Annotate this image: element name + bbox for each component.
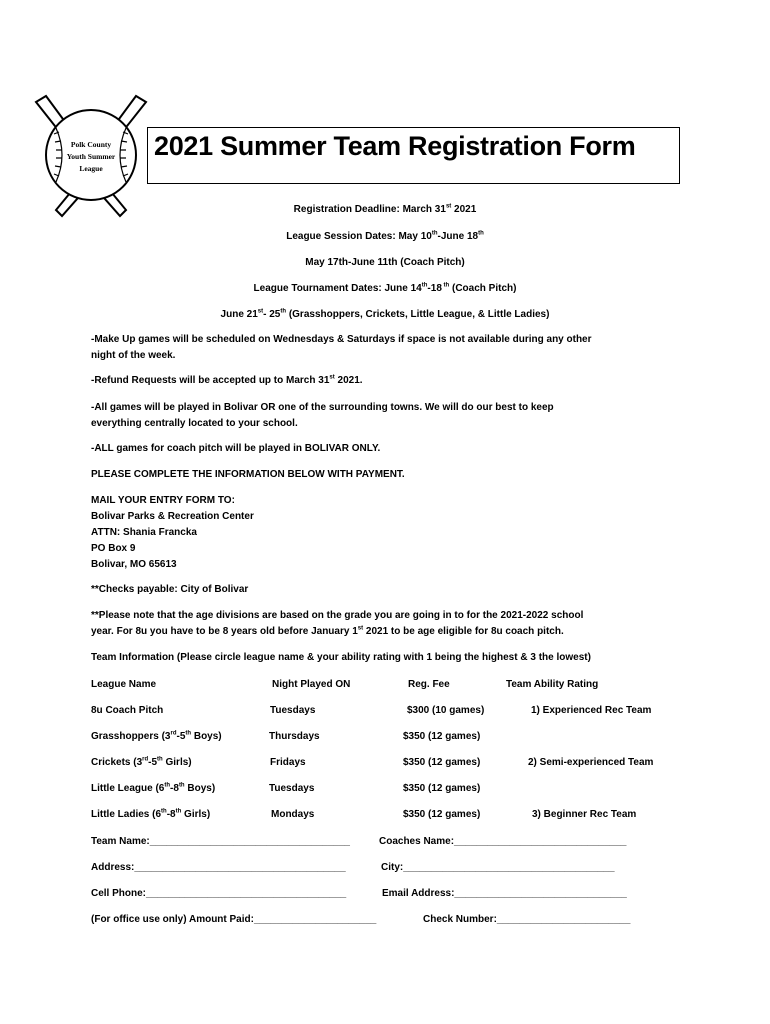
league-name[interactable]: 8u Coach Pitch (91, 705, 164, 716)
league-name[interactable]: Little League (6th-8th Boys) (91, 782, 216, 794)
registration-deadline: Registration Deadline: March 31st 2021 (293, 203, 477, 215)
address-field[interactable]: Address:______________________________________ (91, 862, 346, 873)
ability-rating[interactable]: 3) Beginner Rec Team (532, 809, 637, 820)
header-league-name: League Name (91, 679, 157, 690)
check-number-field[interactable]: Check Number:________________________ (423, 914, 631, 925)
reg-fee: $300 (10 games) (407, 705, 485, 716)
reg-fee: $350 (12 games) (403, 757, 481, 768)
night-played: Tuesdays (269, 783, 315, 794)
coach-pitch-dates: May 17th-June 11th (Coach Pitch) (305, 257, 465, 268)
coach-pitch-note: -ALL games for coach pitch will be played in BOLIVAR ONLY. (91, 443, 381, 454)
team-name-field[interactable]: Team Name:____________________________________ (91, 836, 350, 847)
refund-note: -Refund Requests will be accepted up to March 31st 2021. (91, 374, 363, 386)
ability-rating[interactable]: 2) Semi-experienced Team (528, 757, 654, 768)
logo-line-1: Polk County (70, 140, 112, 149)
age-note: **Please note that the age divisions are based on the grade you are going in to for the 2021-2022 school year. For 8u you have to be 8 years old before January 1st 2021 to be age eligible for 8u coach pitch. (91, 610, 584, 637)
team-info-instruction: Team Information (Please circle league name & your ability rating with 1 being the highest & 3 the lowest) (91, 652, 591, 663)
cell-phone-field[interactable]: Cell Phone:____________________________________ (91, 888, 347, 899)
reg-fee: $350 (12 games) (403, 809, 481, 820)
amount-paid-field[interactable]: (For office use only) Amount Paid:______________________ (91, 914, 377, 925)
session-dates: League Session Dates: May 10th-June 18th (286, 230, 484, 242)
league-name[interactable]: Little Ladies (6th-8th Girls) (91, 808, 211, 820)
tournament-dates: League Tournament Dates: June 14th-18 $^{th}$ (Coach Pitch) (253, 282, 517, 294)
night-played: Thursdays (269, 731, 320, 742)
league-name[interactable]: Grasshoppers (3rd-5th Boys) (91, 730, 222, 742)
header-ability-rating: Team Ability Rating (506, 679, 599, 690)
checks-payable: **Checks payable: City of Bolivar (91, 584, 249, 595)
mail-address: MAIL YOUR ENTRY FORM TO: Bolivar Parks & Recreation Center ATTN: Shania Francka PO Box 9 Bolivar, MO 65613 (91, 493, 691, 573)
email-field[interactable]: Email Address:_______________________________ (382, 888, 627, 899)
ability-rating[interactable]: 1) Experienced Rec Team (531, 705, 652, 716)
night-played: Mondays (271, 809, 315, 820)
location-note: -All games will be played in Bolivar OR one of the surrounding towns. We will do our best to keep everything centrally located to your school. (91, 402, 554, 429)
reg-fee: $350 (12 games) (403, 731, 481, 742)
page-title: 2021 Summer Team Registration Form (154, 131, 636, 161)
league-name[interactable]: Crickets (3rd-5th Girls) (91, 756, 192, 768)
complete-instruction: PLEASE COMPLETE THE INFORMATION BELOW WITH PAYMENT. (91, 469, 405, 480)
league-logo (28, 92, 154, 218)
reg-fee: $350 (12 games) (403, 783, 481, 794)
tournament-dates-2: June 21st- 25th (Grasshoppers, Crickets, Little League, & Little Ladies) (220, 308, 550, 320)
coach-name-field[interactable]: Coaches Name:_______________________________ (379, 836, 627, 847)
logo-line-3: League (79, 164, 103, 173)
night-played: Tuesdays (270, 705, 316, 716)
logo-line-2: Youth Summer (66, 152, 116, 161)
city-field[interactable]: City:______________________________________ (381, 862, 615, 873)
mail-heading: MAIL YOUR ENTRY FORM TO: (91, 495, 235, 506)
header-night-played: Night Played ON (272, 679, 351, 690)
makeup-note: -Make Up games will be scheduled on Wednesdays & Saturdays if space is not available during any other night of the week. (91, 334, 592, 361)
title-box (147, 127, 680, 184)
header-reg-fee: Reg. Fee (408, 679, 450, 690)
night-played: Fridays (270, 757, 306, 768)
